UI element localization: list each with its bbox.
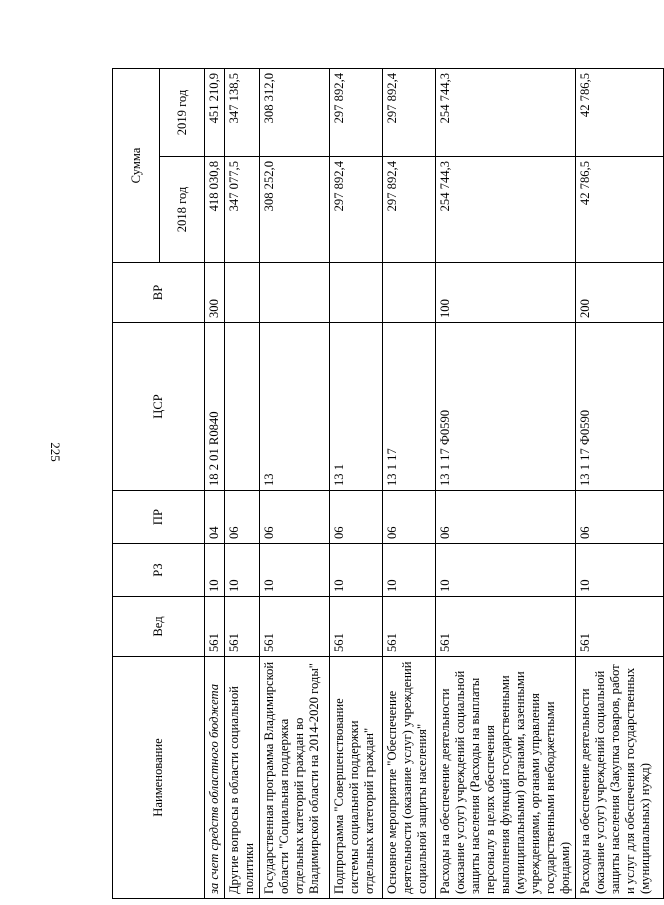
- row-name: за счет средств областного бюджета: [205, 657, 225, 899]
- row-rz: 10: [330, 544, 383, 597]
- budget-table-container: [112, 69, 652, 899]
- table-row: [225, 68, 260, 898]
- table-row: [205, 68, 225, 898]
- row-2019: 297 892,4: [383, 68, 436, 156]
- header-vr: ВР: [113, 263, 205, 323]
- row-rz: 10: [576, 544, 664, 597]
- row-pr: 06: [330, 491, 383, 544]
- row-pr: 06: [436, 491, 576, 544]
- header-2018: 2018 год: [160, 157, 205, 263]
- header-pr: ПР: [113, 491, 205, 544]
- row-name: Расходы на обеспечение деятельности (оказание услуг) учреждений социальной защиты населения (Закупка товаров, работ и услуг для обеспечения государственных (муниципальных) нужд): [576, 657, 664, 899]
- row-vr: 300: [205, 263, 225, 323]
- row-vr: [330, 263, 383, 323]
- row-vr: 200: [576, 263, 664, 323]
- row-name: Подпрограмма "Совершенствование системы социальной поддержки отдельных категорий граждан": [330, 657, 383, 899]
- table-row: [330, 68, 383, 898]
- row-vr: [383, 263, 436, 323]
- page-number: 225: [48, 442, 63, 462]
- row-csr: 13: [260, 323, 330, 491]
- row-ved: 561: [205, 597, 225, 657]
- row-csr: 13 1 17 Ф0590: [436, 323, 576, 491]
- budget-table: [112, 68, 664, 899]
- row-rz: 10: [205, 544, 225, 597]
- row-2018: 297 892,4: [383, 157, 436, 263]
- row-ved: 561: [225, 597, 260, 657]
- row-2018: 308 252,0: [260, 157, 330, 263]
- row-pr: 06: [576, 491, 664, 544]
- row-ved: 561: [383, 597, 436, 657]
- row-pr: 06: [383, 491, 436, 544]
- row-2018: 418 030,8: [205, 157, 225, 263]
- header-2019: 2019 год: [160, 68, 205, 156]
- table-row: [383, 68, 436, 898]
- header-sum: Сумма: [113, 68, 160, 262]
- row-2018: 297 892,4: [330, 157, 383, 263]
- row-2019: 297 892,4: [330, 68, 383, 156]
- table-row: [576, 68, 664, 898]
- row-csr: 13 1: [330, 323, 383, 491]
- row-csr: [225, 323, 260, 491]
- row-vr: 100: [436, 263, 576, 323]
- row-2019: 451 210,9: [205, 68, 225, 156]
- row-rz: 10: [260, 544, 330, 597]
- row-rz: 10: [225, 544, 260, 597]
- table-row: [436, 68, 576, 898]
- row-2019: 347 138,5: [225, 68, 260, 156]
- header-ved: Вед: [113, 597, 205, 657]
- row-2019: 308 312,0: [260, 68, 330, 156]
- row-name: Расходы на обеспечение деятельности (оказание услуг) учреждений социальной защиты населения (Расходы на выплаты персоналу в целях обеспечения выполнения функций государственными (муниципальными) органами, казенными учреждениями, органами управления государственными внебюджетными фондами): [436, 657, 576, 899]
- row-2018: 347 077,5: [225, 157, 260, 263]
- header-name: Наименование: [113, 657, 205, 899]
- row-vr: [225, 263, 260, 323]
- row-csr: 13 1 17 Ф0590: [576, 323, 664, 491]
- header-csr: ЦСР: [113, 323, 205, 491]
- row-rz: 10: [383, 544, 436, 597]
- row-pr: 04: [205, 491, 225, 544]
- row-ved: 561: [330, 597, 383, 657]
- row-csr: 13 1 17: [383, 323, 436, 491]
- row-name: Основное мероприятие "Обеспечение деятельности (оказание услуг) учреждений социальной защиты населения": [383, 657, 436, 899]
- row-ved: 561: [436, 597, 576, 657]
- row-2019: 254 744,3: [436, 68, 576, 156]
- row-name: Государственная программа Владимирской области "Социальная поддержка отдельных категорий граждан во Владимирской области на 2014-2020 годы": [260, 657, 330, 899]
- row-ved: 561: [260, 597, 330, 657]
- row-name: Другие вопросы в области социальной политики: [225, 657, 260, 899]
- row-2018: 42 786,5: [576, 157, 664, 263]
- row-vr: [260, 263, 330, 323]
- row-pr: 06: [225, 491, 260, 544]
- row-rz: 10: [436, 544, 576, 597]
- row-2019: 42 786,5: [576, 68, 664, 156]
- row-ved: 561: [576, 597, 664, 657]
- row-pr: 06: [260, 491, 330, 544]
- row-2018: 254 744,3: [436, 157, 576, 263]
- row-csr: 18 2 01 R0840: [205, 323, 225, 491]
- table-row: [260, 68, 330, 898]
- header-rz: РЗ: [113, 544, 205, 597]
